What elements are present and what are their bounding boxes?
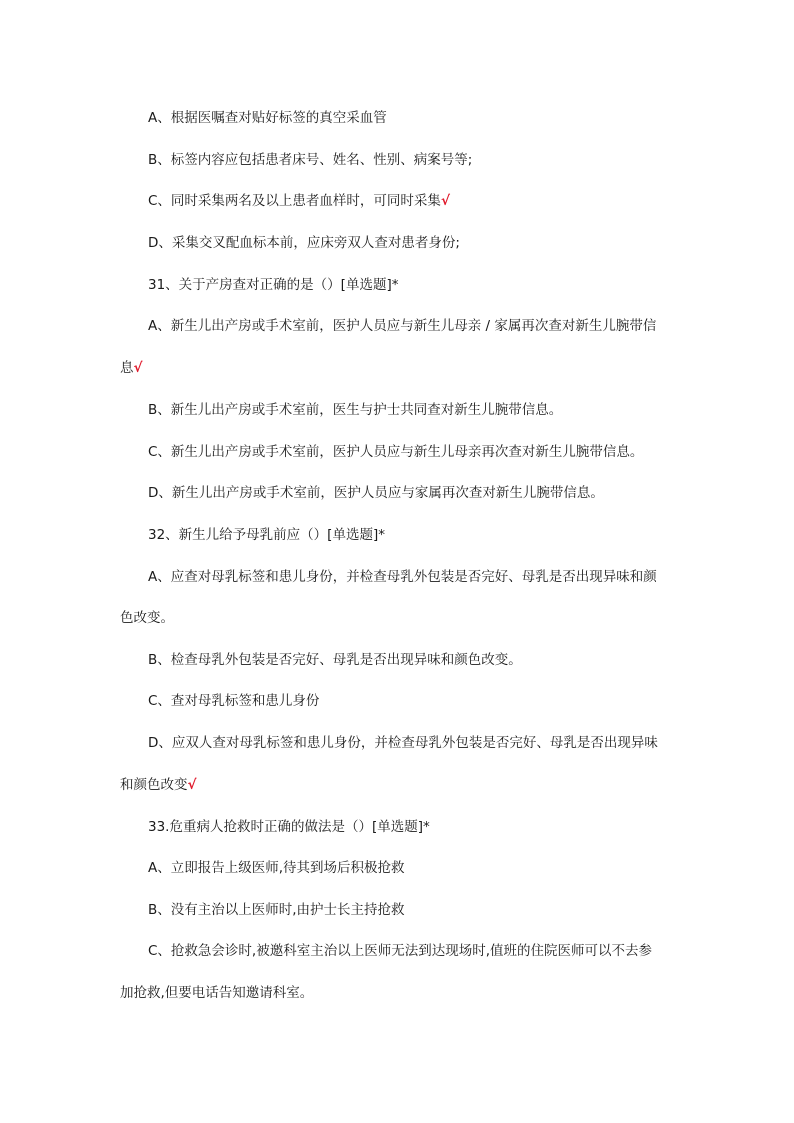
line-text: 息: [120, 360, 134, 376]
q32-option-b: [148, 650, 708, 670]
question-31-title: [148, 275, 708, 295]
line-text: 和颜色改变: [120, 777, 188, 793]
line-text: C、新生儿出产房或手术室前，医护人员应与新生儿母亲再次查对新生儿腕带信息。: [148, 444, 644, 460]
option-c-simultaneous-collection: [148, 191, 708, 211]
line-text: B、检查母乳外包装是否完好、母乳是否出现异味和颜色改变。: [148, 652, 522, 668]
q33-option-c: [148, 941, 708, 961]
correct-check-icon: √: [133, 360, 143, 376]
q33-option-b: [148, 900, 708, 920]
line-text: B、没有主治以上医师时,由护士长主持抢救: [148, 902, 405, 918]
line-text: B、新生儿出产房或手术室前，医生与护士共同查对新生儿腕带信息。: [148, 402, 563, 418]
q32-option-d-continued: [120, 775, 680, 795]
q31-option-a-continued: [120, 358, 680, 378]
option-b-label-content: [148, 150, 708, 170]
q32-option-a: [148, 567, 708, 587]
q31-option-a: [148, 316, 708, 336]
line-text: 33.危重病人抢救时正确的做法是（）[单选题]*: [148, 819, 430, 835]
option-d-crossmatch: [148, 233, 708, 253]
q33-option-a: [148, 858, 708, 878]
line-text: C、同时采集两名及以上患者血样时，可同时采集: [148, 193, 441, 209]
line-text: D、采集交叉配血标本前，应床旁双人查对患者身份;: [148, 235, 460, 251]
question-33-title: [148, 817, 708, 837]
correct-check-icon: √: [440, 193, 450, 209]
q32-option-a-continued: [120, 608, 680, 628]
line-text: A、新生儿出产房或手术室前，医护人员应与新生儿母亲 / 家属再次查对新生儿腕带信: [148, 318, 657, 334]
q32-option-c: [148, 691, 708, 711]
q31-option-d: [148, 483, 708, 503]
line-text: 32、新生儿给予母乳前应（）[单选题]*: [148, 527, 385, 543]
correct-check-icon: √: [187, 777, 197, 793]
line-text: 31、关于产房查对正确的是（）[单选题]*: [148, 277, 399, 293]
line-text: A、应查对母乳标签和患儿身份，并检查母乳外包装是否完好、母乳是否出现异味和颜: [148, 569, 657, 585]
option-a-label-tube: [148, 108, 708, 128]
line-text: A、立即报告上级医师,待其到场后积极抢救: [148, 860, 405, 876]
line-text: C、抢救急会诊时,被邀科室主治以上医师无法到达现场时,值班的住院医师可以不去参: [148, 943, 653, 959]
line-text: 加抢救,但要电话告知邀请科室。: [120, 985, 314, 1001]
line-text: 色改变。: [120, 610, 174, 626]
question-32-title: [148, 525, 708, 545]
line-text: A、根据医嘱查对贴好标签的真空采血管: [148, 110, 387, 126]
line-text: B、标签内容应包括患者床号、姓名、性别、病案号等;: [148, 152, 473, 168]
q32-option-d: [148, 733, 708, 753]
q31-option-b: [148, 400, 708, 420]
line-text: D、新生儿出产房或手术室前，医护人员应与家属再次查对新生儿腕带信息。: [148, 485, 604, 501]
line-text: C、查对母乳标签和患儿身份: [148, 693, 320, 709]
q33-option-c-continued: [120, 983, 680, 1003]
q31-option-c: [148, 442, 708, 462]
line-text: D、应双人查对母乳标签和患儿身份，并检查母乳外包装是否完好、母乳是否出现异味: [148, 735, 658, 751]
